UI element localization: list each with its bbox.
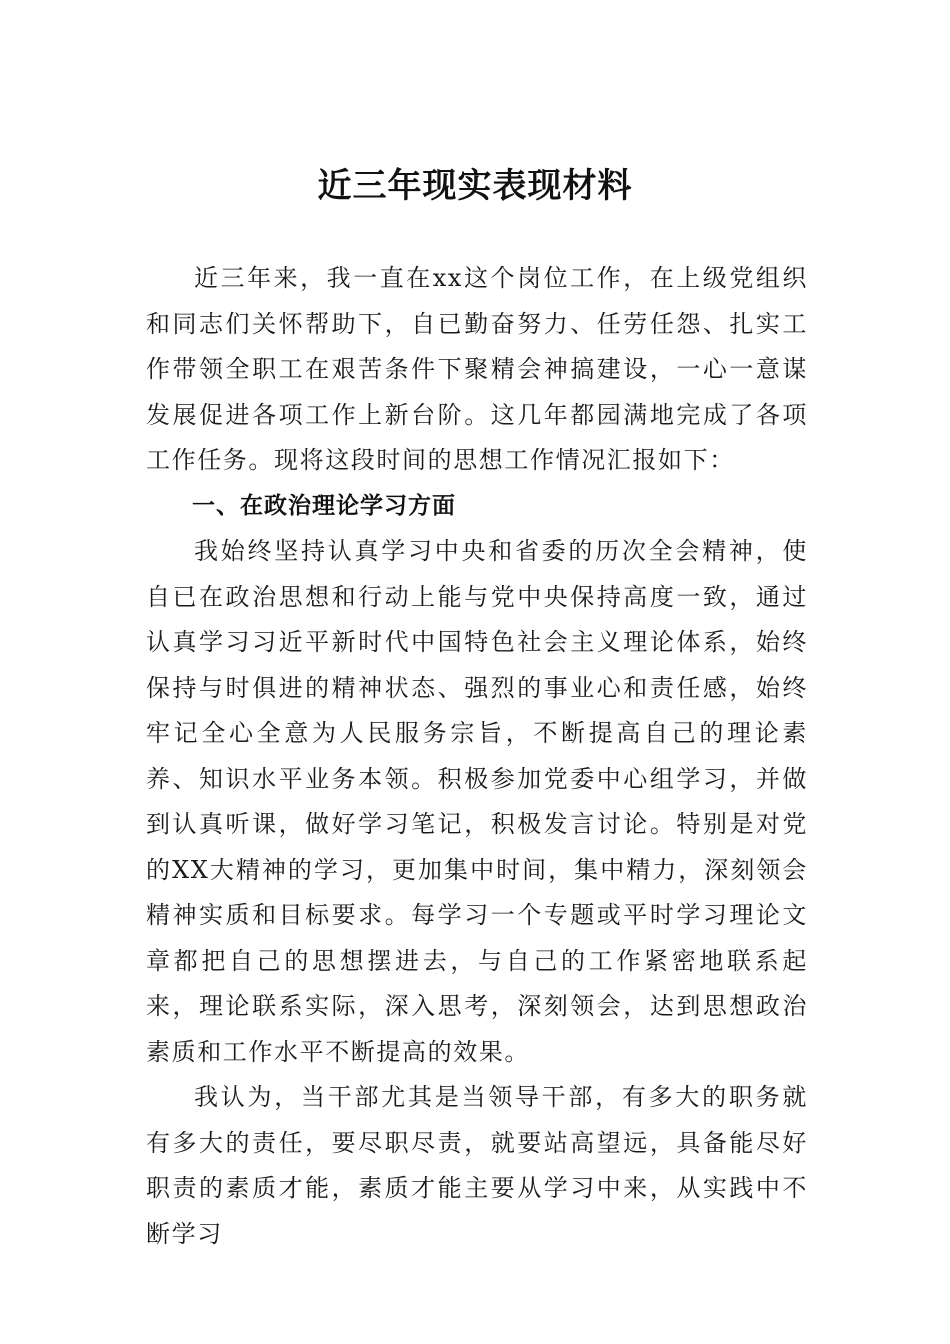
section1-paragraph-2: 我认为，当干部尤其是当领导干部，有多大的职务就有多大的责任，要尽职尽责，就要站高望远，具备能尽好职责的素质才能，素质才能主要从学习中来，从实践中不断学习 [146,1083,808,1248]
intro-paragraph: 近三年来，我一直在xx这个岗位工作，在上级党组织和同志们关怀帮助下，自已勤奋努力、任劳任怨、扎实工作带领全职工在艰苦条件下聚精会神搞建设，一心一意谋发展促进各项工作上新台阶。这几年都园满地完成了各项工作任务。现将这段时间的思想工作情况汇报如下： [146,264,808,474]
document-title: 近三年现实表现材料 [317,166,633,206]
section1-paragraph-1: 我始终坚持认真学习中央和省委的历次全会精神，使自已在政治思想和行动上能与党中央保持高度一致，通过认真学习习近平新时代中国特色社会主义理论体系，始终保持与时俱进的精神状态、强烈的事业心和责任感，始终牢记全心全意为人民服务宗旨，不断提高自己的理论素养、知识水平业务本领。积极参加党委中心组学习，并做到认真听课，做好学习笔记，积极发言讨论。特别是对党的XX大精神的学习，更加集中时间，集中精力，深刻领会精神实质和目标要求。每学习一个专题或平时学习理论文章都把自己的思想摆进去，与自己的工作紧密地联系起来，理论联系实际，深入思考，深刻领会，达到思想政治素质和工作水平不断提高的效果。 [146,537,808,1066]
document-body [146,256,808,1257]
section-heading-political-study: 一、在政治理论学习方面 [192,492,456,519]
